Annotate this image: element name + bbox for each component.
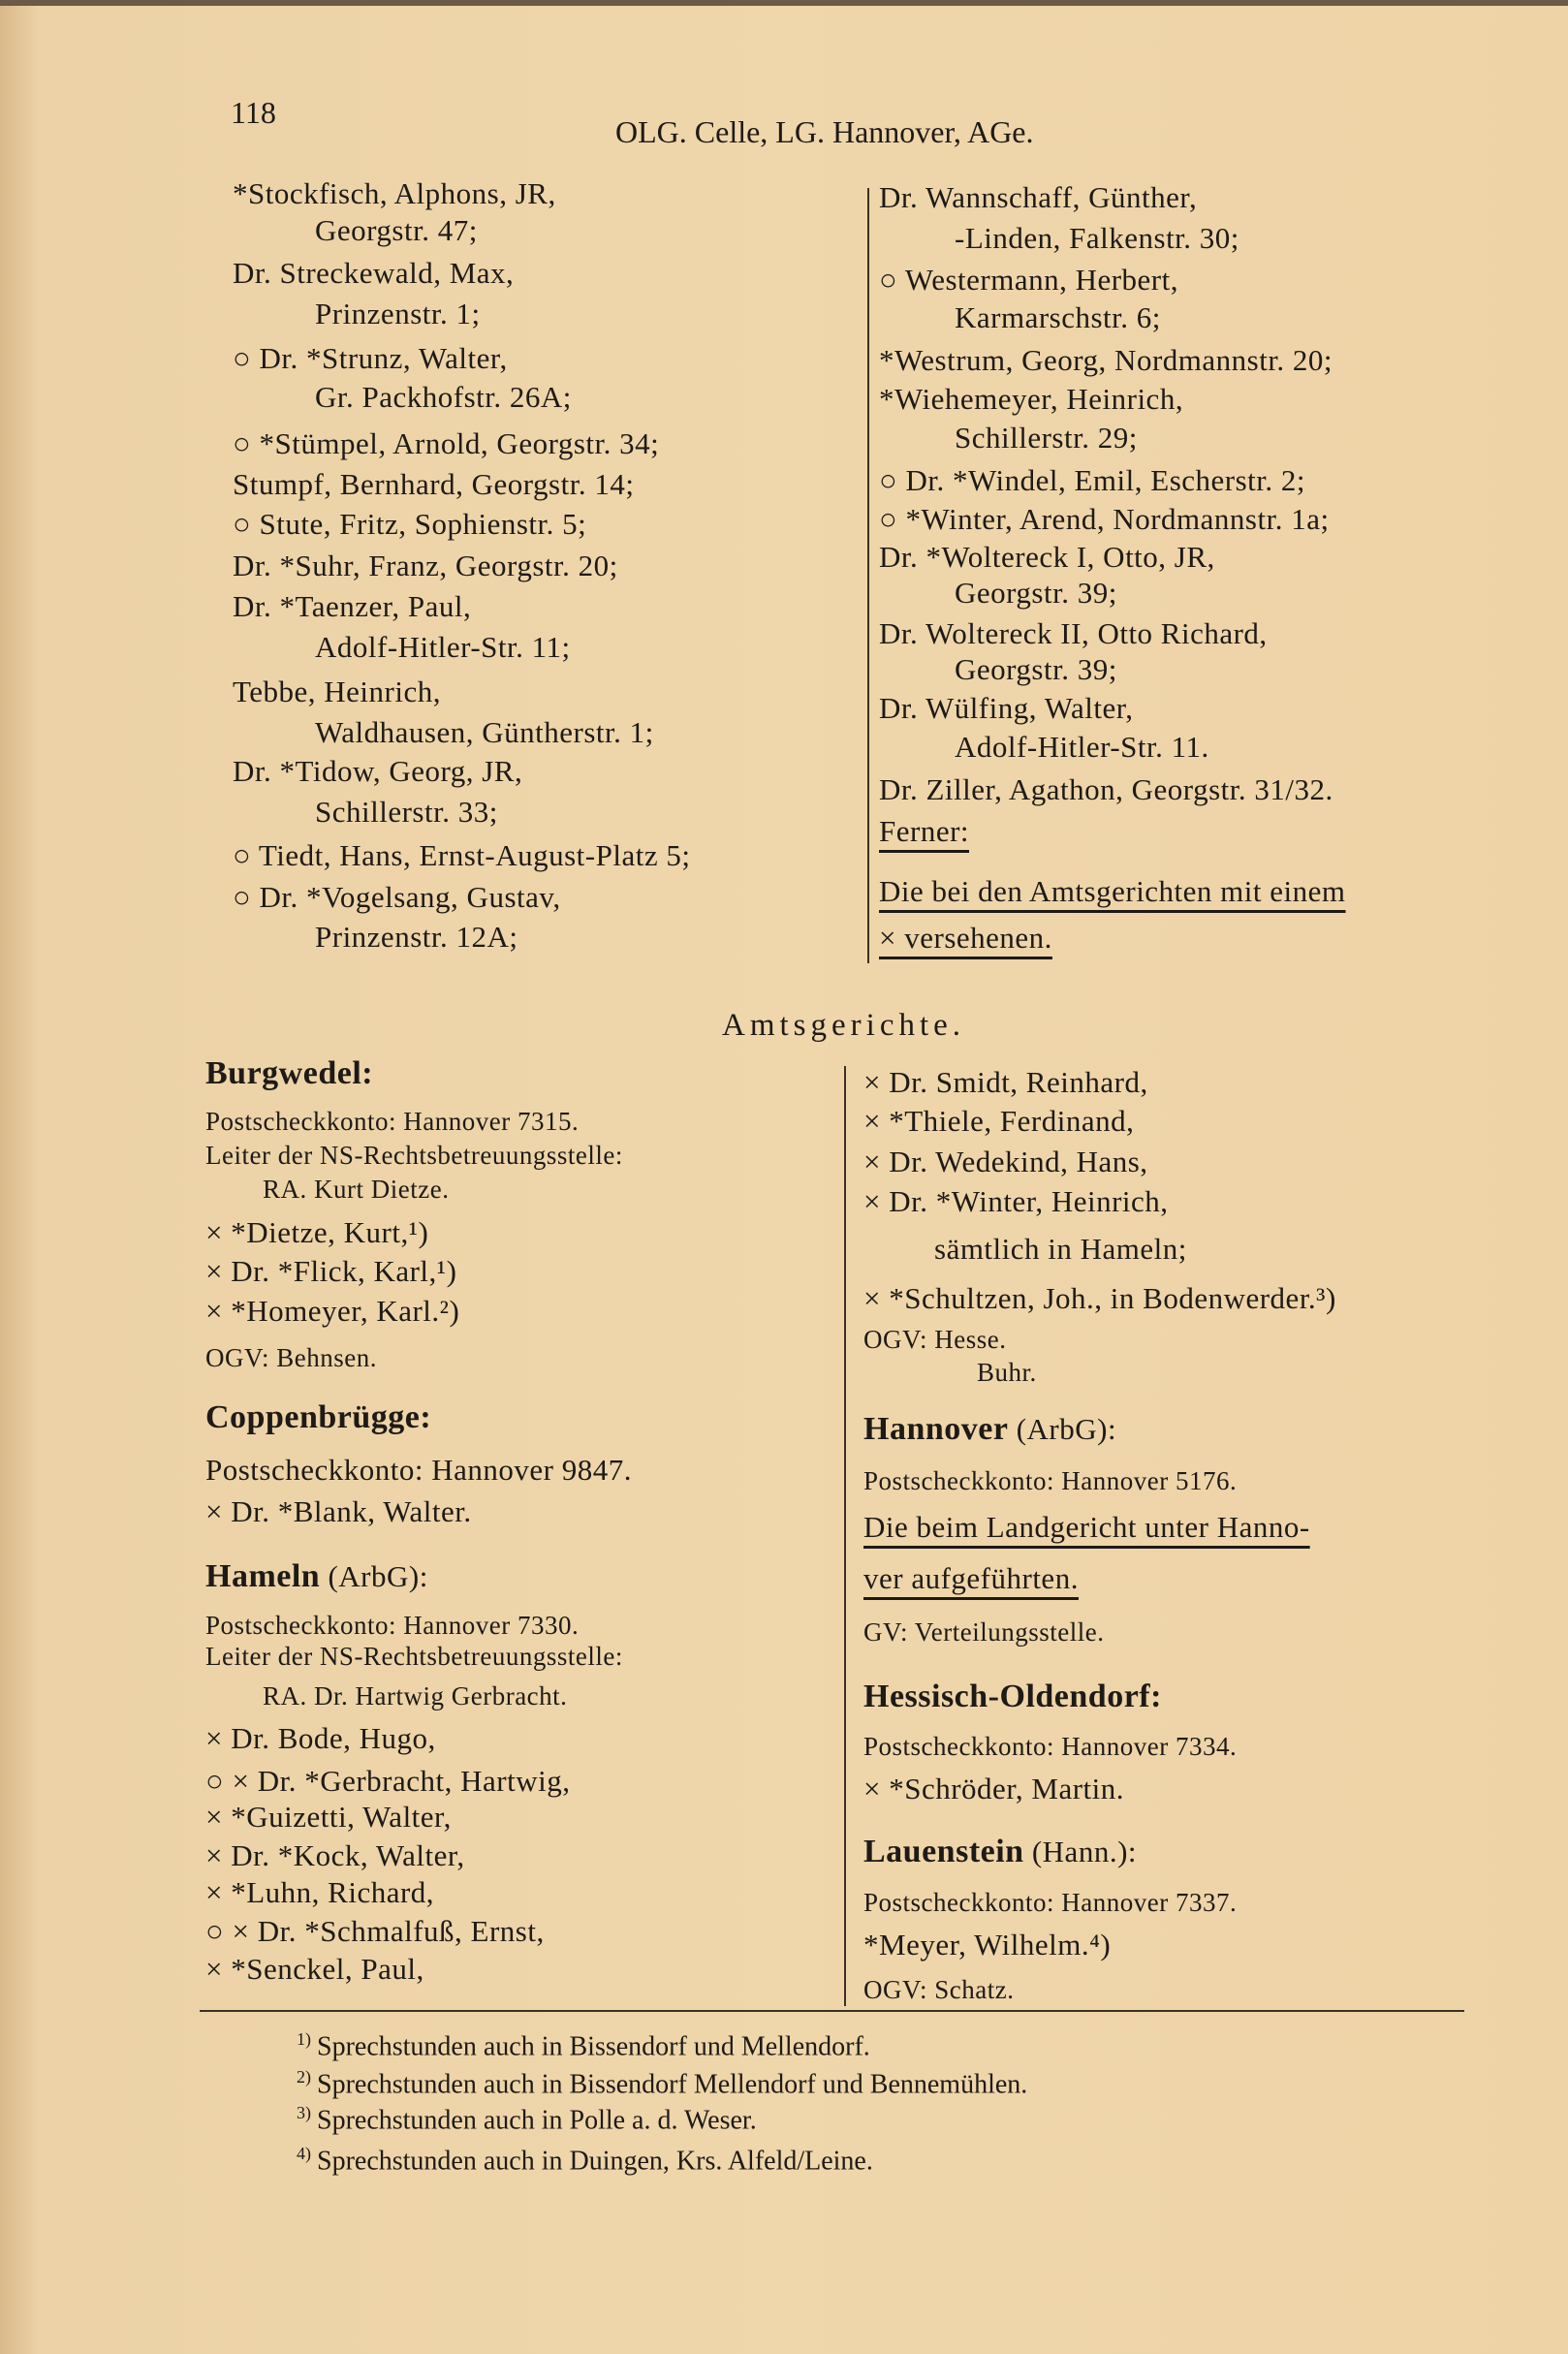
entry-line — [863, 1768, 1124, 1810]
entry-line — [879, 339, 1333, 382]
entry-line — [879, 459, 1305, 502]
entry-text: × *Luhn, Richard, — [205, 1875, 435, 1909]
court-name: Lauenstein — [863, 1834, 1024, 1869]
entry-text: Georgstr. 47; — [315, 213, 478, 247]
entry-text: RA. Kurt Dietze. — [263, 1175, 450, 1204]
entry-text: GV: Verteilungsstelle. — [863, 1617, 1105, 1647]
court-heading — [205, 1397, 431, 1439]
entry-line — [233, 834, 690, 877]
entry-text: *Meyer, Wilhelm.⁴) — [863, 1928, 1112, 1962]
entry-line — [879, 687, 1134, 730]
entry-text: Georgstr. 39; — [955, 576, 1117, 610]
entry-text: ○ Westermann, Herbert, — [879, 263, 1178, 297]
entry-line — [879, 917, 1052, 959]
entry-text: Postscheckkonto: Hannover 7337. — [863, 1888, 1238, 1917]
entry-text: × *Guizetti, Walter, — [205, 1800, 452, 1834]
entry-text: × Dr. Smidt, Reinhard, — [863, 1065, 1148, 1099]
entry-text: × Dr. *Blank, Walter. — [205, 1494, 472, 1528]
entry-line — [233, 671, 441, 713]
entry-line — [879, 769, 1333, 811]
court-name: Hessisch-Oldendorf: — [863, 1679, 1162, 1714]
entry-text: Die beim Landgericht unter Hanno- — [863, 1510, 1310, 1544]
entry-text: × *Schultzen, Joh., in Bodenwerder.³) — [863, 1281, 1336, 1315]
entry-line — [863, 1557, 1079, 1600]
entry-line — [863, 1968, 1014, 2011]
entry-text: Postscheckkonto: Hannover 7334. — [863, 1732, 1238, 1761]
entry-text: ○ × Dr. *Gerbracht, Hartwig, — [205, 1764, 571, 1798]
entry-line — [955, 648, 1117, 691]
entry-line — [205, 1910, 545, 1953]
court-heading — [863, 1831, 1137, 1873]
entry-text: Schillerstr. 33; — [315, 795, 498, 829]
footnote-rule — [200, 2010, 1464, 2012]
entry-text: ○ Dr. *Windel, Emil, Escherstr. 2; — [879, 463, 1305, 497]
entry-text: Leiter der NS-Rechtsbetreuungsstelle: — [205, 1642, 623, 1671]
entry-text: × Dr. *Flick, Karl,¹) — [205, 1254, 457, 1288]
entry-line — [263, 1168, 449, 1210]
entry-line — [233, 585, 471, 628]
entry-text: *Wiehemeyer, Heinrich, — [879, 382, 1184, 416]
court-heading — [205, 1555, 428, 1598]
entry-line — [205, 1290, 459, 1333]
footnote-text: Sprechstunden auch in Duingen, Krs. Alfeld/Leine. — [317, 2146, 873, 2177]
entry-line — [863, 1277, 1336, 1320]
entry-line — [205, 1211, 428, 1254]
entry-line — [863, 1141, 1148, 1183]
entry-text: Dr. Wannschaff, Günther, — [879, 180, 1198, 214]
entry-text: ○ Dr. *Strunz, Walter, — [233, 341, 508, 375]
footnote — [297, 2029, 870, 2062]
entry-text: Waldhausen, Güntherstr. 1; — [315, 715, 654, 749]
entry-text: Dr. *Woltereck I, Otto, JR, — [879, 540, 1215, 574]
entry-line — [205, 1796, 452, 1838]
entry-line — [863, 1924, 1111, 1966]
entry-text: × *Thiele, Ferdinand, — [863, 1104, 1135, 1138]
entry-line — [315, 293, 481, 335]
entry-text: ○ × Dr. *Schmalfuß, Ernst, — [205, 1914, 545, 1948]
entry-line — [315, 711, 654, 754]
entry-text: Dr. *Tidow, Georg, JR, — [233, 754, 523, 788]
entry-text: × Dr. *Winter, Heinrich, — [863, 1184, 1169, 1218]
entry-line — [233, 503, 586, 546]
entry-text: ○ *Stümpel, Arnold, Georgstr. 34; — [233, 426, 660, 460]
entry-line — [863, 1506, 1310, 1549]
entry-line — [879, 870, 1346, 913]
entry-text: Postscheckkonto: Hannover 5176. — [863, 1466, 1238, 1495]
entry-text: × *Senckel, Paul, — [205, 1952, 424, 1986]
court-heading — [863, 1676, 1162, 1718]
entry-text: Ferner: — [879, 814, 970, 848]
page-edge — [0, 0, 1568, 6]
footnote — [297, 2103, 757, 2136]
court-heading — [205, 1052, 373, 1095]
entry-text: Dr. Woltereck II, Otto Richard, — [879, 616, 1268, 650]
entry-text: Postscheckkonto: Hannover 7315. — [205, 1107, 580, 1136]
footnote-mark: 4) — [297, 2144, 311, 2163]
entry-line — [863, 1100, 1134, 1143]
entry-line — [205, 1635, 623, 1678]
entry-text: Dr. Wülfing, Walter, — [879, 691, 1134, 725]
entry-text: Schillerstr. 29; — [955, 421, 1138, 455]
entry-line — [863, 1611, 1104, 1653]
entry-text: Dr. *Taenzer, Paul, — [233, 589, 472, 623]
entry-text: -Linden, Falkenstr. 30; — [955, 221, 1239, 255]
entry-text: × *Dietze, Kurt,¹) — [205, 1215, 429, 1249]
entry-text: Stumpf, Bernhard, Georgstr. 14; — [233, 467, 635, 501]
footnote-text: Sprechstunden auch in Polle a. d. Weser. — [317, 2105, 757, 2136]
entry-line — [263, 1675, 567, 1717]
entry-text: × *Homeyer, Karl.²) — [205, 1294, 460, 1328]
court-name: Hameln — [205, 1558, 321, 1594]
court-name: Coppenbrügge: — [205, 1399, 432, 1435]
entry-text: Prinzenstr. 1; — [315, 297, 481, 330]
entry-text: ver aufgeführten. — [863, 1561, 1079, 1595]
entry-line — [934, 1228, 1187, 1271]
entry-text: OGV: Schatz. — [863, 1975, 1015, 2004]
entry-text: ○ Dr. *Vogelsang, Gustav, — [233, 880, 561, 914]
entry-text: Postscheckkonto: Hannover 9847. — [205, 1453, 632, 1487]
entry-text: × versehenen. — [879, 921, 1052, 955]
entry-text: Gr. Packhofstr. 26A; — [315, 380, 572, 414]
court-suffix: (ArbG): — [1008, 1412, 1117, 1446]
footnote-text: Sprechstunden auch in Bissendorf Mellendorf und Bennemühlen. — [317, 2069, 1028, 2100]
entry-text: *Westrum, Georg, Nordmannstr. 20; — [879, 343, 1333, 377]
entry-text: ○ Stute, Fritz, Sophienstr. 5; — [233, 507, 587, 541]
entry-text: Karmarschstr. 6; — [955, 300, 1161, 334]
entry-text: Adolf-Hitler-Str. 11; — [315, 630, 571, 664]
entry-line — [879, 810, 969, 853]
section-title: Amtsgerichte. — [722, 1008, 966, 1043]
entry-text: × *Schröder, Martin. — [863, 1772, 1125, 1805]
footnote-mark: 1) — [297, 2029, 311, 2049]
entry-line — [315, 626, 571, 669]
entry-text: Tebbe, Heinrich, — [233, 675, 441, 708]
entry-line — [205, 1717, 436, 1760]
entry-line — [233, 463, 634, 506]
entry-text: OGV: Hesse. — [863, 1325, 1007, 1354]
entry-text: Dr. *Suhr, Franz, Georgstr. 20; — [233, 549, 618, 582]
entry-line — [955, 726, 1209, 769]
entry-text: × Dr. Wedekind, Hans, — [863, 1145, 1148, 1178]
court-heading — [863, 1408, 1116, 1451]
entry-line — [863, 1881, 1237, 1924]
entry-text: Postscheckkonto: Hannover 7330. — [205, 1611, 580, 1640]
entry-text: *Stockfisch, Alphons, JR, — [233, 176, 556, 210]
entry-line — [233, 545, 618, 587]
entry-line — [205, 1449, 632, 1491]
column-divider-upper — [867, 188, 869, 963]
court-name: Burgwedel: — [205, 1055, 374, 1091]
entry-text: Adolf-Hitler-Str. 11. — [955, 730, 1209, 764]
entry-line — [315, 791, 498, 833]
entry-text: ○ Tiedt, Hans, Ernst-August-Platz 5; — [233, 838, 691, 872]
court-name: Hannover — [863, 1411, 1009, 1447]
entry-line — [233, 337, 508, 380]
entry-line — [955, 572, 1117, 614]
entry-line — [879, 176, 1197, 219]
court-suffix: (Hann.): — [1023, 1835, 1137, 1868]
entry-line — [955, 417, 1138, 459]
entry-text: Georgstr. 39; — [955, 652, 1117, 686]
entry-line — [863, 1180, 1169, 1223]
entry-line — [977, 1351, 1037, 1394]
entry-line — [863, 1725, 1237, 1768]
entry-text: ○ *Winter, Arend, Nordmannstr. 1a; — [879, 502, 1330, 536]
entry-text: Buhr. — [977, 1358, 1037, 1387]
entry-line — [315, 916, 518, 958]
entry-text: Prinzenstr. 12A; — [315, 920, 518, 954]
entry-text: sämtlich in Hameln; — [934, 1232, 1187, 1266]
entry-line — [879, 378, 1183, 421]
entry-line — [879, 498, 1330, 541]
entry-text: Die bei den Amtsgerichten mit einem — [879, 874, 1346, 908]
entry-line — [205, 1871, 434, 1914]
entry-text: Dr. Streckewald, Max, — [233, 256, 515, 290]
entry-line — [233, 423, 659, 465]
entry-line — [233, 252, 514, 295]
court-suffix: (ArbG): — [320, 1559, 428, 1593]
footnote-mark: 3) — [297, 2103, 311, 2122]
running-title: OLG. Celle, LG. Hannover, AGe. — [615, 114, 1034, 149]
entry-line — [955, 297, 1161, 339]
footnote — [297, 2067, 1027, 2100]
entry-line — [205, 1250, 456, 1293]
entry-line — [205, 1948, 424, 1991]
entry-text: Dr. Ziller, Agathon, Georgstr. 31/32. — [879, 772, 1333, 806]
entry-line — [205, 1336, 377, 1379]
entry-line — [879, 259, 1178, 301]
footnote — [297, 2144, 873, 2177]
entry-line — [863, 1459, 1237, 1502]
page-number: 118 — [231, 95, 276, 130]
entry-text: Leiter der NS-Rechtsbetreuungsstelle: — [205, 1141, 623, 1170]
entry-line — [315, 376, 572, 419]
entry-line — [315, 209, 478, 252]
column-divider-lower — [844, 1066, 846, 2006]
entry-line — [233, 750, 522, 793]
entry-line — [233, 876, 561, 919]
entry-line — [863, 1061, 1148, 1104]
footnote-text: Sprechstunden auch in Bissendorf und Mellendorf. — [317, 2031, 870, 2062]
entry-text: RA. Dr. Hartwig Gerbracht. — [263, 1681, 568, 1711]
entry-text: OGV: Behnsen. — [205, 1343, 377, 1372]
entry-line — [205, 1491, 472, 1533]
footnote-mark: 2) — [297, 2067, 311, 2087]
entry-text: × Dr. Bode, Hugo, — [205, 1721, 436, 1755]
entry-line — [955, 217, 1239, 260]
entry-text: × Dr. *Kock, Walter, — [205, 1838, 465, 1872]
